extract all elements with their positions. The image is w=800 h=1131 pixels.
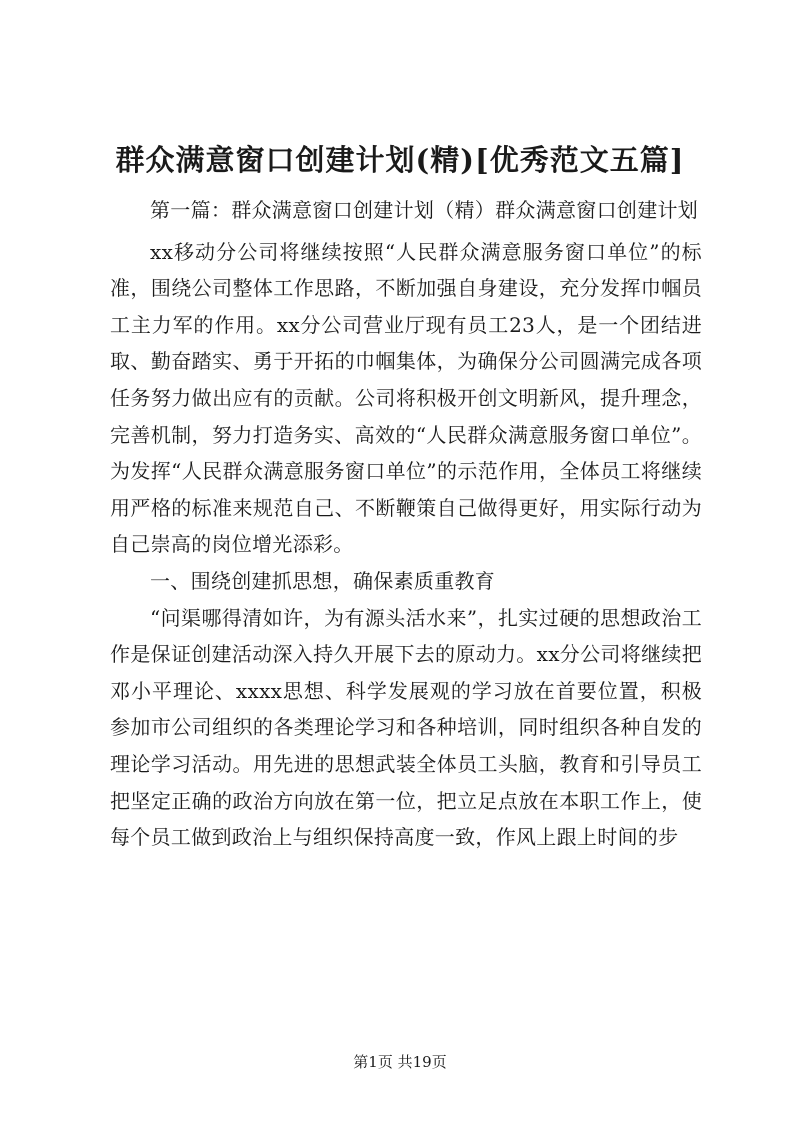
paragraph-section-heading: 第一篇：群众满意窗口创建计划（精）群众满意窗口创建计划 <box>150 198 699 222</box>
page-footer: 第1页 共19页 <box>353 1053 447 1071</box>
document-title: 群众满意窗口创建计划(精)[优秀范文五篇] <box>115 143 685 177</box>
paragraph-intro: xx移动分公司将继续按照“人民群众满意服务窗口单位”的标准，围绕公司整体工作思路，不断加强自身建设，充分发挥巾帼员工主力军的作用。xx分公司营业厅现有员工23人，是一个团结进取、勤奋踏实、勇于开拓的巾帼集体，为确保分公司圆满完成各项任务努力做出应有的贡献。公司将积极开创文明新风，提升理念，完善机制，努力打造务实、高效的“人民群众满意服务窗口单位”。为发挥“人民群众满意服务窗口单位”的示范作用，全体员工将继续用严格的标准来规范自己、不断鞭策自己做得更好，用实际行动为自己崇高的岗位增光添彩。 <box>110 239 702 557</box>
paragraph-education: “问渠哪得清如许，为有源头活水来”，扎实过硬的思想政治工作是保证创建活动深入持久开展下去的原动力。xx分公司将继续把邓小平理论、xxxx思想、科学发展观的学习放在首要位置，积极参加市公司组织的各类理论学习和各种培训，同时组织各种自发的理论学习活动。用先进的思想武装全体员工头脑，教育和引导员工把坚定正确的政治方向放在第一位，把立足点放在本职工作上，使每个员工做到政治上与组织保持高度一致，作风上跟上时间的步 <box>110 605 702 850</box>
paragraph-subheading: 一、围绕创建抓思想，确保素质重教育 <box>150 568 496 593</box>
document-body <box>110 192 702 856</box>
